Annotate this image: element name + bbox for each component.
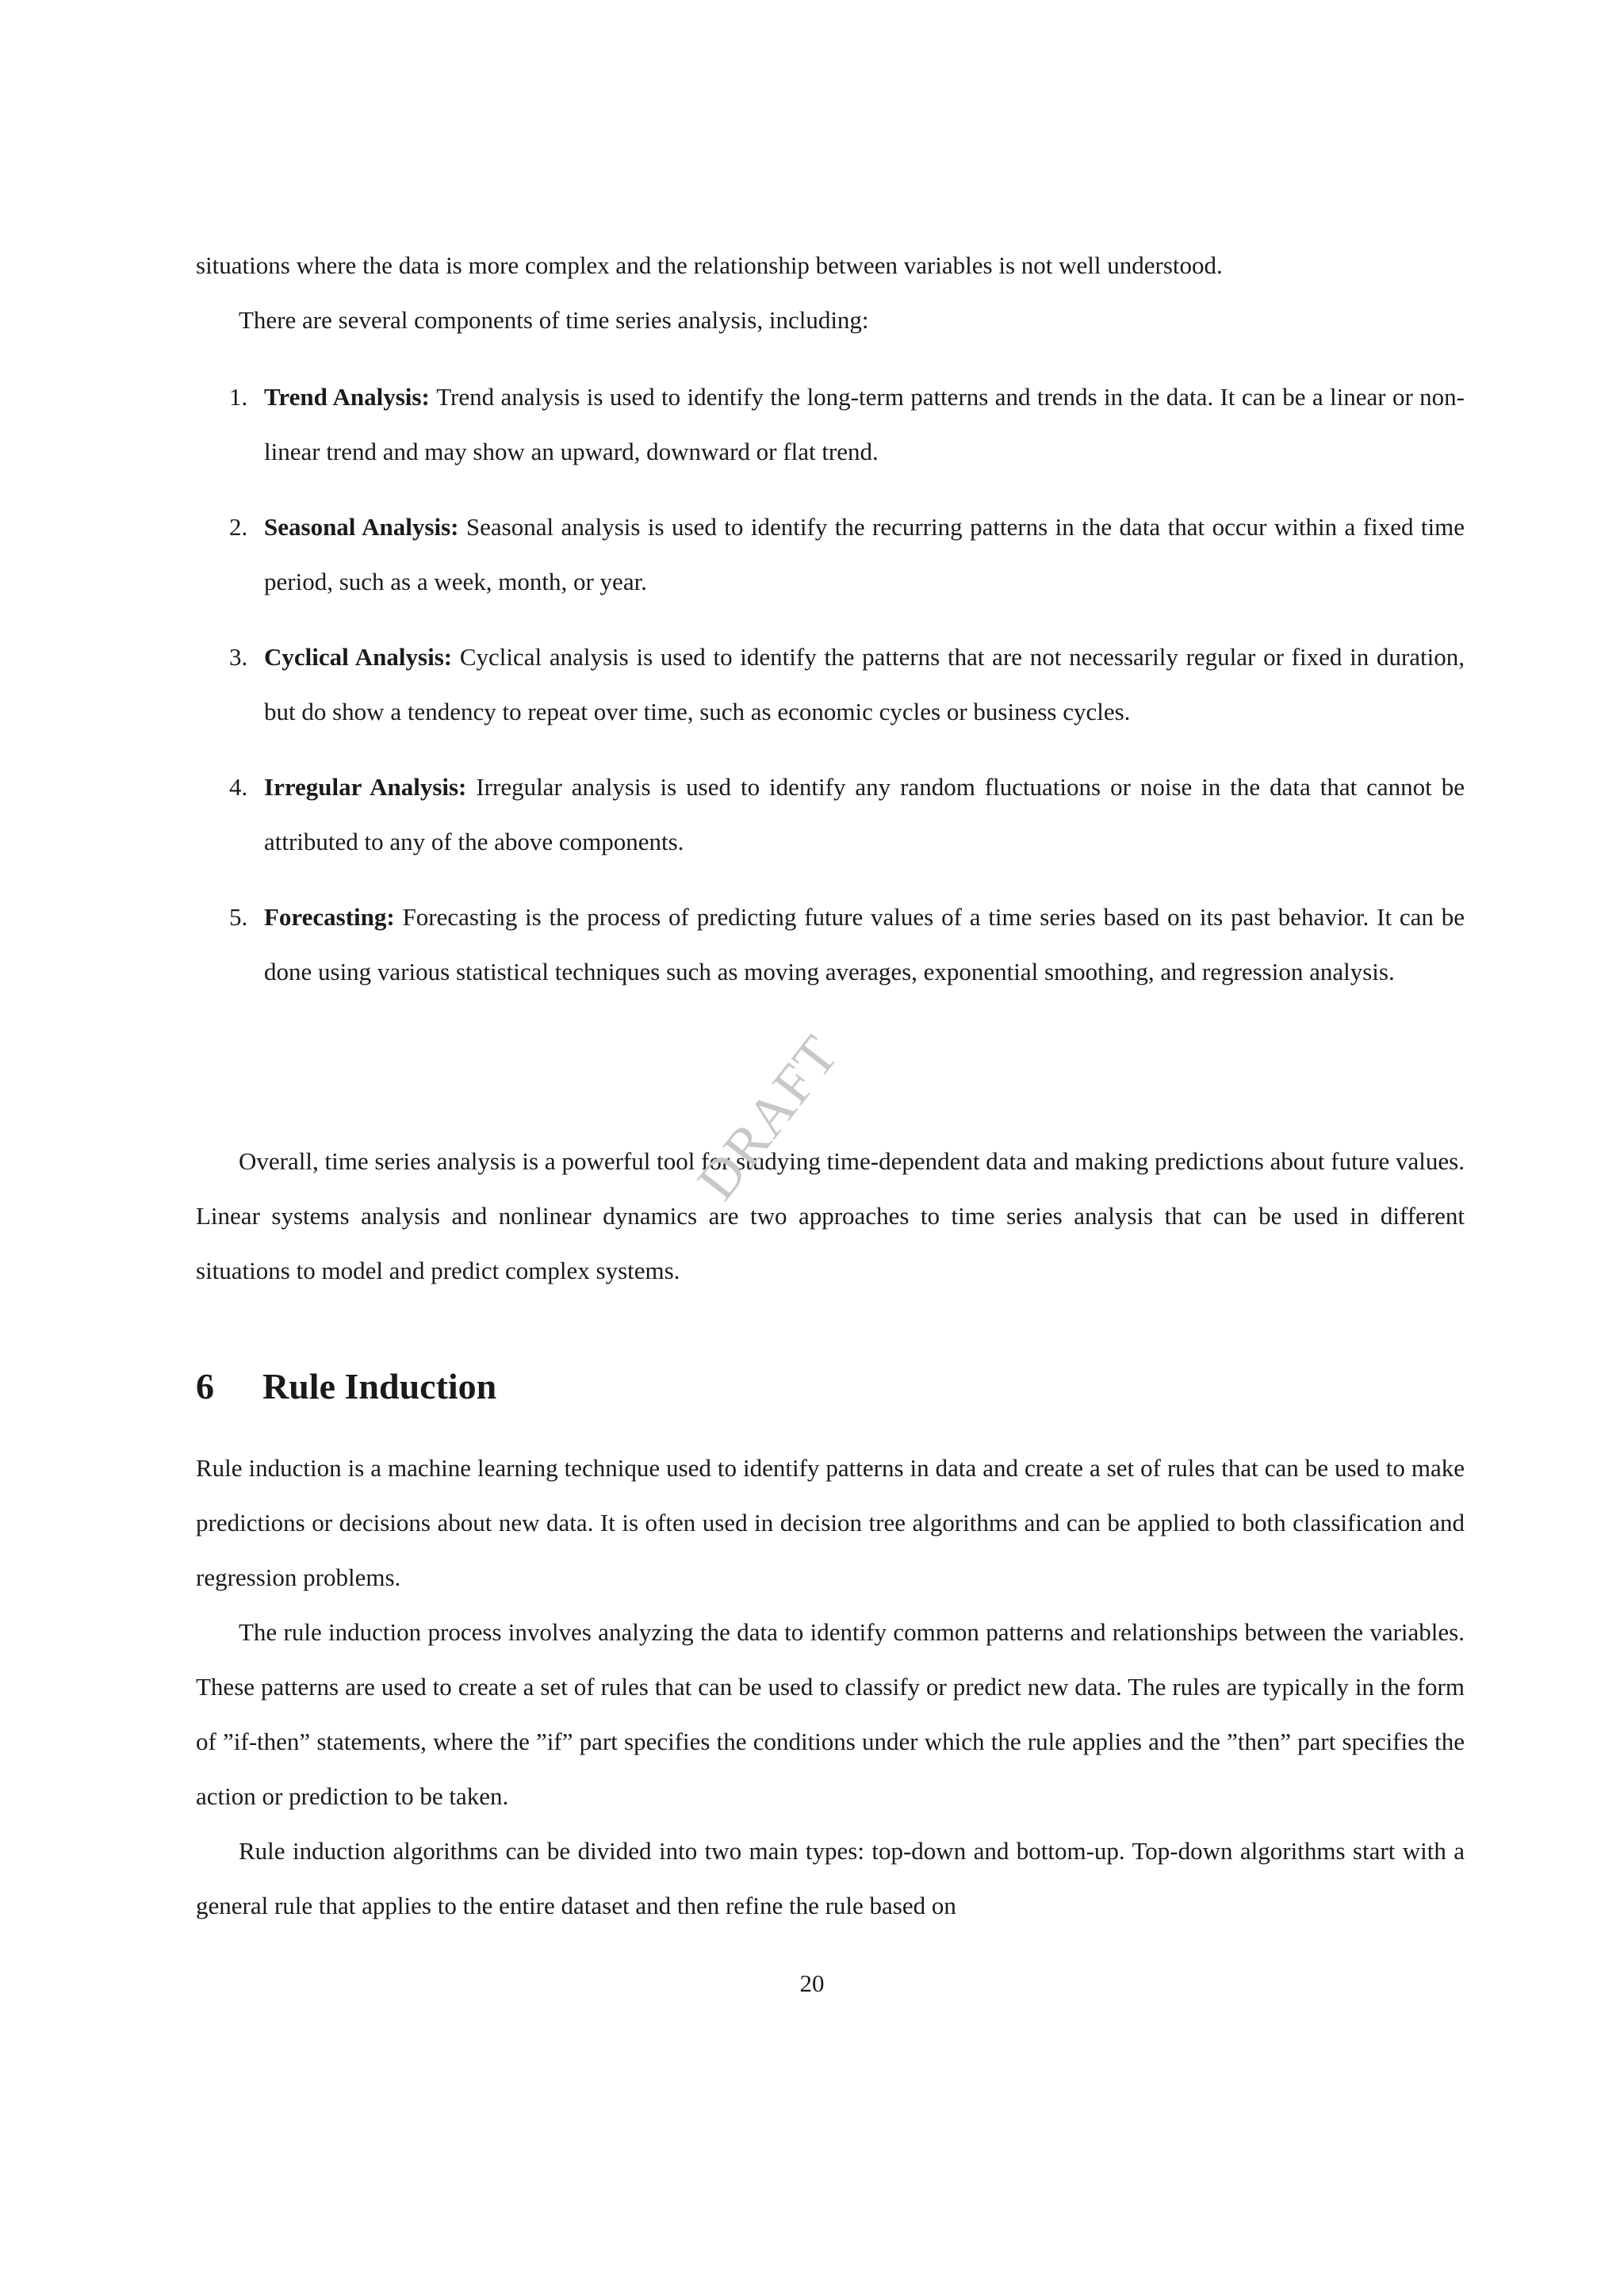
list-item-number: 5.	[229, 903, 248, 931]
body-paragraph: Rule induction is a machine learning technique used to identify patterns in data and create a set of rules that can be used to make predictions or decisions about new data. It is often used in decision tree algorithms and can be applied to both classification and regression problems.	[196, 1454, 1465, 1591]
body-paragraph: Rule induction algorithms can be divided into two main types: top-down and bottom-up. Top-down algorithms start with a general rule that applies to the entire dataset and then refine the rule based on	[196, 1837, 1465, 1919]
list-item-text: Cyclical analysis is used to identify the patterns that are not necessarily regular or fixed in duration, but do show a tendency to repeat over time, such as economic cycles or business cycles.	[264, 643, 1465, 725]
intro-block	[196, 238, 1465, 347]
draft-watermark: DRAFT	[686, 1024, 852, 1211]
list-item-text: Trend analysis is used to identify the long-term patterns and trends in the data. It can be a linear or non-linear trend and may show an upward, downward or flat trend.	[264, 383, 1465, 465]
page-number: 20	[799, 1969, 825, 1997]
list-item-term: Trend Analysis:	[264, 383, 437, 411]
list-item-number: 2.	[229, 513, 248, 541]
overall-block	[196, 1134, 1465, 1298]
list-item-number: 4.	[229, 773, 248, 801]
list-item-term: Forecasting:	[264, 903, 403, 931]
body-paragraph: The rule induction process involves analyzing the data to identify common patterns and relationships between the variables. These patterns are used to create a set of rules that can be used to classify or predict new data. The rules are typically in the form of ”if-then” statements, where the ”if” part specifies the conditions under which the rule applies and the ”then” part specifies the action or prediction to be taken.	[196, 1618, 1465, 1810]
overall-paragraph: Overall, time series analysis is a powerful tool for studying time-dependent data and making predictions about future values. Linear systems analysis and nonlinear dynamics are two approaches to time series analysis that can be used in different situations to model and predict complex systems.	[196, 1147, 1465, 1284]
list-item-term: Seasonal Analysis:	[264, 513, 466, 541]
list-item-text: Irregular analysis is used to identify any random fluctuations or noise in the data that cannot be attributed to any of the above components.	[264, 773, 1465, 855]
rule-induction-body	[196, 1441, 1465, 1933]
list-item-number: 3.	[229, 643, 248, 671]
list-item	[196, 499, 1465, 609]
list-item-number: 1.	[229, 383, 248, 411]
list-item	[196, 890, 1465, 999]
section-number: 6	[196, 1366, 214, 1406]
list-item-term: Cyclical Analysis:	[264, 643, 460, 671]
list-item-text: Forecasting is the process of predicting future values of a time series based on its past behavior. It can be done using various statistical techniques such as moving averages, exponential smoothing, and regression analysis.	[264, 903, 1465, 985]
list-item-text: Seasonal analysis is used to identify the recurring patterns in the data that occur within a fixed time period, such as a week, month, or year.	[264, 513, 1465, 595]
intro-continuation: situations where the data is more complex and the relationship between variables is not well understood.	[196, 251, 1223, 279]
components-list	[196, 369, 1465, 1020]
list-item-term: Irregular Analysis:	[264, 773, 477, 801]
list-item	[196, 369, 1465, 479]
list-item	[196, 760, 1465, 869]
section-heading	[196, 1359, 496, 1414]
section-title: Rule Induction	[262, 1366, 497, 1406]
list-item	[196, 629, 1465, 739]
components-intro: There are several components of time series analysis, including:	[239, 306, 869, 334]
